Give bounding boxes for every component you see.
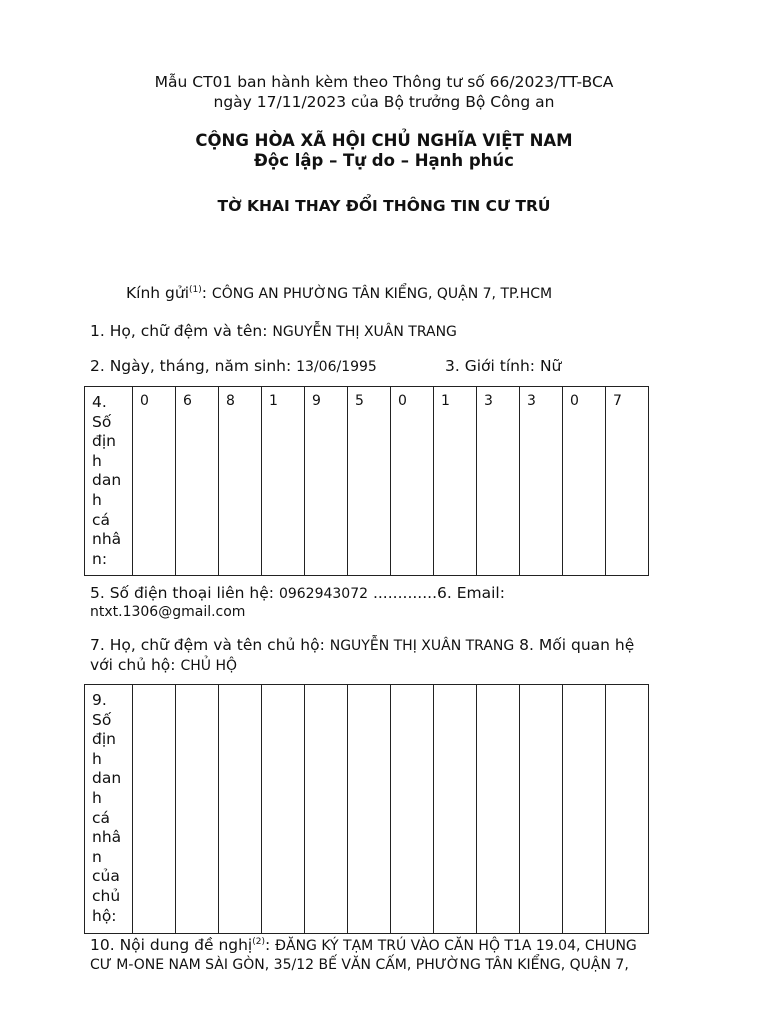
- phone-line: [90, 584, 505, 602]
- personal-id-label: 4. Số địn h dan h cá nhâ n:: [85, 387, 133, 576]
- household-head-id-digit: [434, 685, 477, 934]
- request-content-footnote: (2): [252, 936, 265, 947]
- household-head-id-digit: [262, 685, 305, 934]
- relationship-value: CHỦ HỘ: [180, 658, 237, 674]
- personal-id-digit: 1: [434, 387, 477, 576]
- email-value: ntxt.1306@gmail.com: [90, 604, 246, 620]
- relationship-line: [90, 656, 237, 674]
- household-head-line: [90, 636, 634, 654]
- relationship-label: 8. Mối quan hệ: [519, 636, 635, 654]
- birth-date-line: [90, 357, 377, 375]
- birth-date-label: 2. Ngày, tháng, năm sinh:: [90, 357, 292, 375]
- request-content-value-line1: ĐĂNG KÝ TẠM TRÚ VÀO CĂN HỘ T1A 19.04, CHUNG: [275, 938, 637, 954]
- household-head-id-digit: [477, 685, 520, 934]
- personal-id-digit: 3: [477, 387, 520, 576]
- household-head-id-digit: [606, 685, 649, 934]
- household-head-id-digit: [563, 685, 606, 934]
- personal-id-digit: 8: [219, 387, 262, 576]
- recipient-value: CÔNG AN PHƯỜNG TÂN KIỂNG, QUẬN 7, TP.HCM: [211, 286, 553, 302]
- personal-id-digit: 1: [262, 387, 305, 576]
- personal-id-digit: 5: [348, 387, 391, 576]
- personal-id-digit: 6: [176, 387, 219, 576]
- household-head-id-digit: [520, 685, 563, 934]
- household-head-id-digit: [176, 685, 219, 934]
- personal-id-digit: 3: [520, 387, 563, 576]
- personal-id-digit: 0: [133, 387, 176, 576]
- recipient-line: Kính gửi$^{(1)}$: CÔNG AN PHƯỜNG TÂN KIỂNG, QUẬN 7, TP.HCM: [126, 284, 553, 302]
- household-head-id-digit: [348, 685, 391, 934]
- personal-id-table: [84, 386, 649, 576]
- gender-label: 3. Giới tính:: [445, 357, 536, 375]
- household-head-id-table: [84, 684, 649, 934]
- household-head-label: 7. Họ, chữ đệm và tên chủ hộ:: [90, 636, 325, 654]
- relationship-label-cont: với chủ hộ:: [90, 656, 176, 674]
- household-head-id-label: 9. Số địn h dan h cá nhâ n của chủ hộ:: [85, 685, 133, 934]
- template-reference-line1: Mẫu CT01 ban hành kèm theo Thông tư số 66/2023/TT-BCA: [154, 73, 614, 91]
- phone-value: 0962943072: [278, 586, 369, 602]
- personal-id-digit: 0: [391, 387, 434, 576]
- household-head-id-digit: [133, 685, 176, 934]
- recipient-label: Kính gửi: [126, 284, 190, 302]
- request-content-value-line2: CƯ M-ONE NAM SÀI GÒN, 35/12 BẾ VĂN CẤM, PHƯỜNG TÂN KIỂNG, QUẬN 7,: [90, 957, 629, 973]
- request-content-label: 10. Nội dung đề nghị: [90, 936, 253, 954]
- request-content-line: 10. Nội dung đề nghị$^{(2)}$: ĐĂNG KÝ TẠM TRÚ VÀO CĂN HỘ T1A 19.04, CHUNG: [90, 936, 637, 954]
- household-head-value: NGUYỄN THỊ XUÂN TRANG: [329, 638, 515, 654]
- personal-id-digit: 9: [305, 387, 348, 576]
- full-name-line: [90, 322, 457, 340]
- full-name-value: NGUYỄN THỊ XUÂN TRANG: [272, 324, 457, 340]
- household-head-id-digit: [305, 685, 348, 934]
- recipient-footnote: (1): [189, 284, 202, 295]
- phone-label: 5. Số điện thoại liên hệ:: [90, 584, 274, 602]
- gender-value: Nữ: [539, 357, 562, 375]
- national-motto: Độc lập – Tự do – Hạnh phúc: [254, 151, 514, 170]
- email-label: .............6. Email:: [372, 584, 505, 602]
- birth-date-value: 13/06/1995: [296, 359, 377, 375]
- country-name: CỘNG HÒA XÃ HỘI CHỦ NGHĨA VIỆT NAM: [195, 131, 573, 150]
- full-name-label: 1. Họ, chữ đệm và tên:: [90, 322, 268, 340]
- form-title: TỜ KHAI THAY ĐỔI THÔNG TIN CƯ TRÚ: [217, 197, 551, 215]
- personal-id-digit: 7: [606, 387, 649, 576]
- personal-id-digit: 0: [563, 387, 606, 576]
- template-reference-line2: ngày 17/11/2023 của Bộ trưởng Bộ Công an: [213, 93, 555, 111]
- gender-line: [445, 357, 561, 375]
- household-head-id-digit: [219, 685, 262, 934]
- household-head-id-digit: [391, 685, 434, 934]
